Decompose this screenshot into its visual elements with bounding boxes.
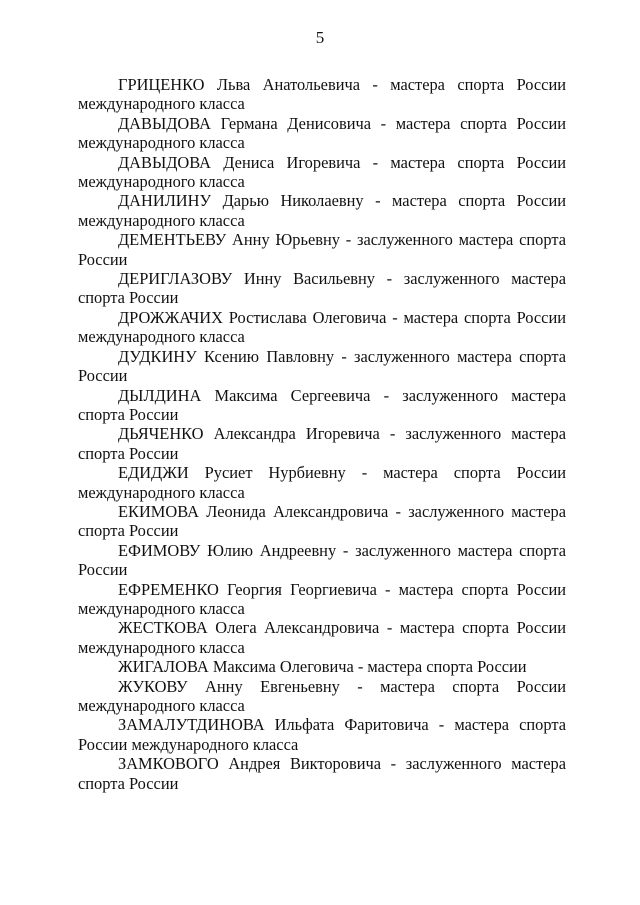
list-item: ДЕМЕНТЬЕВУ Анну Юрьевну - заслуженного мастера спорта России [78, 230, 566, 269]
list-item: ДАНИЛИНУ Дарью Николаевну - мастера спорта России международного класса [78, 191, 566, 230]
list-item: ДУДКИНУ Ксению Павловну - заслуженного мастера спорта России [78, 346, 566, 386]
list-item: ЗАМАЛУТДИНОВА Ильфата Фаритовича - мастера спорта России международного класса [78, 715, 566, 754]
list-item: ДРОЖЖАЧИХ Ростислава Олеговича - мастера спорта России международного класса [78, 307, 566, 347]
list-item: ЕФРЕМЕНКО Георгия Георгиевича - мастера спорта России международного класса [78, 579, 566, 618]
page-number: 5 [315, 28, 325, 47]
list-item: ЗАМКОВОГО Андрея Викторовича - заслуженного мастера спорта России [78, 754, 566, 793]
list-item: ДЕРИГЛАЗОВУ Инну Васильевну - заслуженного мастера спорта России [78, 269, 566, 308]
list-item: ДАВЫДОВА Дениса Игоревича - мастера спорта России международного класса [78, 152, 566, 192]
list-item: ДАВЫДОВА Германа Денисовича - мастера спорта России международного класса [78, 113, 566, 153]
award-list [78, 75, 566, 793]
list-item: ДЬЯЧЕНКО Александра Игоревича - заслуженного мастера спорта России [78, 424, 566, 463]
list-item: ЖЕСТКОВА Олега Александровича - мастера спорта России международного класса [78, 618, 566, 657]
list-item: ДЫЛДИНА Максима Сергеевича - заслуженного мастера спорта России [78, 385, 566, 424]
list-item: ЖУКОВУ Анну Евгеньевну - мастера спорта России международного класса [78, 676, 566, 715]
list-item: ЕДИДЖИ Русиет Нурбиевну - мастера спорта России международного класса [78, 463, 566, 502]
list-item: ЕКИМОВА Леонида Александровича - заслуженного мастера спорта России [78, 501, 566, 541]
list-item: ГРИЦЕНКО Льва Анатольевича - мастера спорта России международного класса [78, 75, 566, 114]
list-item: ЕФИМОВУ Юлию Андреевну - заслуженного мастера спорта России [78, 540, 566, 580]
list-item: ЖИГАЛОВА Максима Олеговича - мастера спорта России [118, 657, 527, 677]
